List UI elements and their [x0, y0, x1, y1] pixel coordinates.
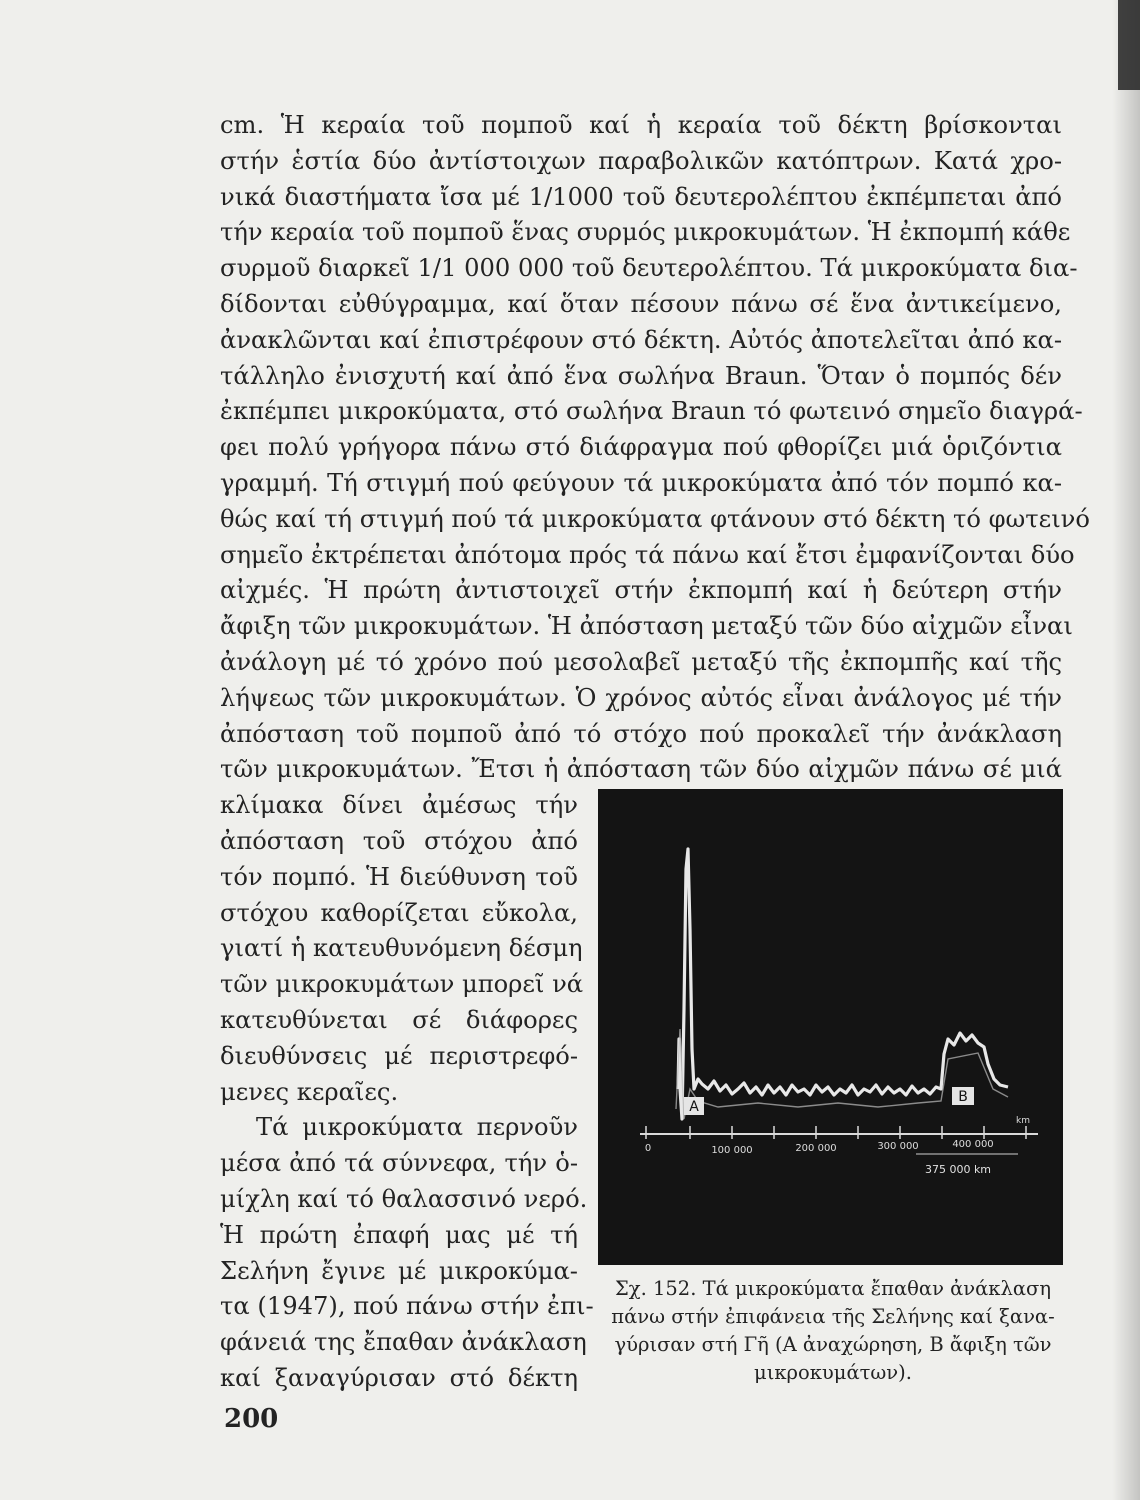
caption-line: πάνω στήν ἐπιφάνεια τῆς Σελήνης καί ξανα-	[611, 1305, 1055, 1328]
caption-line: Σχ. 152. Τά μικροκύματα ἔπαθαν ἀνάκλαση	[614, 1277, 1052, 1300]
text-line: μέσα ἀπό τά σύννεφα, τήν ὁ-	[220, 1149, 578, 1178]
text-line: ἀνάλογη μέ τό χρόνο πού μεσολαβεῖ μεταξύ τῆς ἐκπομπῆς καί τῆς	[220, 647, 1062, 676]
text-line: ἀπόσταση τοῦ πομποῦ ἀπό τό στόχο πού προκαλεῖ τήν ἀνάκλαση	[220, 719, 1062, 748]
text-line: συρμοῦ διαρκεῖ 1/1 000 000 τοῦ δευτερολέπτου. Τά μικροκύματα δια-	[220, 254, 1078, 283]
caption-line: μικροκυμάτων).	[754, 1361, 912, 1384]
text-line: δίδονται εὐθύγραμμα, καί ὅταν πέσουν πάνω σέ ἕνα ἀντικείμενο,	[220, 289, 1062, 318]
text-line: ἀπόσταση τοῦ στόχου ἀπό	[220, 826, 578, 855]
text-line: γιατί ἡ κατευθυνόμενη δέσμη	[220, 934, 583, 963]
text-line: cm. Ἡ κεραία τοῦ πομποῦ καί ἡ κεραία τοῦ δέκτη βρίσκονται	[220, 111, 1062, 139]
text-line: ἀνακλῶνται καί ἐπιστρέφουν στό δέκτη. Αὐτός ἀποτελεῖται ἀπό κα-	[220, 325, 1062, 354]
text-line: ἐκπέμπει μικροκύματα, στό σωλήνα Braun τό φωτεινό σημεῖο διαγρά-	[220, 397, 1083, 426]
oscilloscope-trace	[598, 789, 1063, 1265]
text-line: ἄφιξη τῶν μικροκυμάτων. Ἡ ἀπόσταση μεταξύ τῶν δύο αἰχμῶν εἶναι	[220, 612, 1073, 641]
text-line: μενες κεραῖες.	[220, 1077, 399, 1106]
text-line: Σελήνη ἔγινε μέ μικροκύμα-	[220, 1256, 578, 1285]
distance-readout: 375 000 km	[924, 1163, 992, 1176]
tick-label: 400 000	[952, 1139, 994, 1150]
marker-a-label: A	[689, 1099, 699, 1115]
text-line: τάλληλο ἐνισχυτή καί ἀπό ἕνα σωλήνα Braun. Ὅταν ὁ πομπός δέν	[220, 361, 1062, 390]
page-edge-shadow	[1112, 0, 1140, 1500]
text-line: γραμμή. Τή στιγμή πού φεύγουν τά μικροκύματα ἀπό τόν πομπό κα-	[220, 468, 1062, 497]
text-line: διευθύνσεις μέ περιστρεφό-	[220, 1041, 578, 1070]
text-line: τῶν μικροκυμάτων. Ἔτσι ἡ ἀπόσταση τῶν δύο αἰχμῶν πάνω σέ μιά	[220, 755, 1062, 784]
text-line: φάνειά της ἔπαθαν ἀνάκλαση	[220, 1328, 587, 1357]
text-line: καί ξαναγύρισαν στό δέκτη	[220, 1363, 578, 1392]
caption-line: γύρισαν στή Γῆ (Α ἀναχώρηση, Β ἄφιξη τῶν	[614, 1333, 1052, 1356]
tick-label: 300 000	[877, 1141, 919, 1152]
paragraph-main	[220, 108, 1090, 788]
tick-label: 0	[644, 1143, 652, 1154]
text-line: τόν πομπό. Ἡ διεύθυνση τοῦ	[220, 862, 578, 891]
page-number: 200	[224, 1404, 279, 1434]
text-line: κλίμακα δίνει ἀμέσως τήν	[220, 791, 578, 820]
text-line: φει πολύ γρήγορα πάνω στό διάφραγμα πού φθορίζει μιά ὁριζόντια	[220, 433, 1062, 462]
unit-label: km	[1016, 1116, 1030, 1126]
tick-label: 100 000	[711, 1145, 753, 1156]
text-line: μίχλη καί τό θαλασσινό νερό.	[220, 1184, 588, 1213]
text-line: στήν ἑστία δύο ἀντίστοιχων παραβολικῶν κατόπτρων. Κατά χρο-	[220, 146, 1062, 175]
text-line: κατευθύνεται σέ διάφορες	[220, 1005, 578, 1034]
marker-b-label: B	[958, 1089, 968, 1105]
text-line: στόχου καθορίζεται εὔκολα,	[220, 898, 578, 927]
text-line: θώς καί τή στιγμή πού τά μικροκύματα φτάνουν στό δέκτη τό φωτεινό	[220, 504, 1090, 533]
radar-echo-photo	[598, 789, 1063, 1265]
text-line: αἰχμές. Ἡ πρώτη ἀντιστοιχεῖ στήν ἐκπομπή καί ἡ δεύτερη στήν	[220, 576, 1062, 605]
text-line: σημεῖο ἐκτρέπεται ἀπότομα πρός τά πάνω καί ἔτσι ἐμφανίζονται δύο	[220, 540, 1075, 569]
text-line: τήν κεραία τοῦ πομποῦ ἕνας συρμός μικροκυμάτων. Ἡ ἐκπομπή κάθε	[220, 218, 1071, 247]
text-line: Τά μικροκύματα περνοῦν	[256, 1113, 578, 1142]
tick-label: 200 000	[795, 1143, 837, 1154]
text-line: τα (1947), πού πάνω στήν ἐπι-	[220, 1292, 594, 1321]
text-line: τῶν μικροκυμάτων μπορεῖ νά	[220, 970, 584, 999]
text-line: Ἡ πρώτη ἐπαφή μας μέ τή	[220, 1220, 578, 1249]
page-corner-shadow	[1118, 0, 1140, 90]
text-line: λήψεως τῶν μικροκυμάτων. Ὁ χρόνος αὐτός εἶναι ἀνάλογος μέ τήν	[220, 683, 1062, 712]
figure-caption	[598, 1275, 1068, 1387]
text-line: νικά διαστήματα ἴσα μέ 1/1000 τοῦ δευτερολέπτου ἐκπέμπεται ἀπό	[220, 182, 1062, 211]
